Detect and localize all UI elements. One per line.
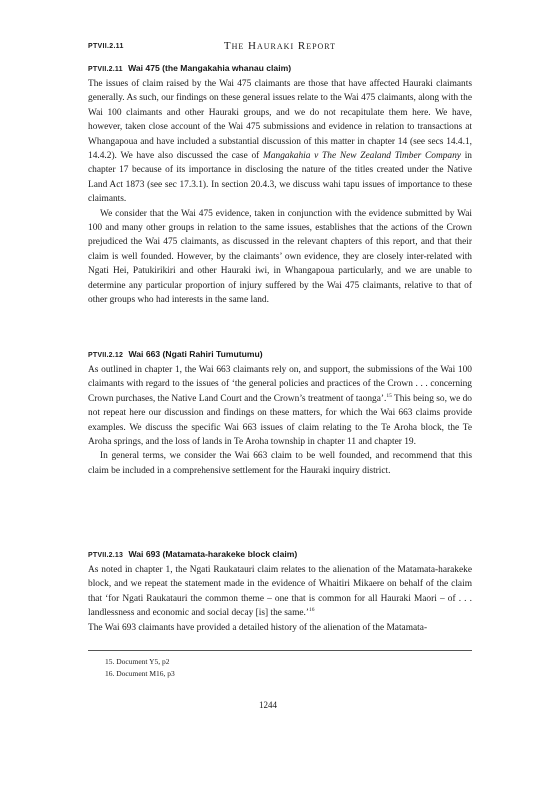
body-paragraph: We consider that the Wai 475 evidence, taken in conjunction with the evidence submitted by Wai 100 and many other groups in relation to the same issues, establishes that the actions of the Crown prejudiced the Wai 475 claimants, as discussed in the relevant chapters of this report, and that their claim is well founded. However, by the claimants’ own evidence, they are closely inter-related with Ngati Hei, Patukirikiri and other Hauraki iwi, in Whangapoua particularly, and we are unable to determine any particular proportion of injury suffered by the Wai 475 claimants, relative to that of other groups who had interests in the same land. [88, 208, 472, 306]
paragraph-text: This being so, we do not repeat here our discussion and findings on these matters, for which the Wai 663 claims provide examples. We discuss the specific Wai 663 issues of claim relating to the Te Aroha block, the Te Aroha springs, and the loss of lands in Te Aroha township in chapter 11 and chapter 19. [88, 393, 472, 448]
paragraph-text: The issues of claim raised by the Wai 475 claimants are those that have affected Hauraki claimants generally. As such, our findings on these general issues relate to the Wai 475 claimants, along with the Wai 100 claimants and other Hauraki groups, and we do not recapitulate them here. We have, however, taken close account of the Wai 475 submissions and evidence in relation to transactions at Whangapoua and have included a substantial discussion of this matter in chapter 14 (see secs 14.4.1, 14.4.2). We have also discussed the case of [88, 79, 472, 162]
footnote-text: Document Y5, p2 [116, 657, 170, 666]
footnote-text: Document M16, p3 [116, 669, 175, 678]
section-title: Wai 475 (the Mangakahia whanau claim) [128, 63, 292, 73]
section-title: Wai 693 (Matamata-harakeke block claim) [128, 549, 298, 559]
footnote-marker[interactable]: 16 [309, 607, 315, 614]
section-heading [88, 63, 472, 73]
running-head-title: The Hauraki Report [223, 40, 337, 52]
footnote-item [105, 656, 175, 668]
body-paragraph: The Wai 693 claimants have provided a detailed history of the alienation of the Matamata- [88, 622, 428, 633]
section-ref: PTVII.2.11 [88, 66, 123, 73]
footnote-marker[interactable]: 15 [386, 392, 392, 399]
running-head [88, 40, 472, 54]
section-heading [88, 549, 472, 559]
page-number: 1244 [259, 700, 277, 710]
body-paragraph [88, 363, 472, 449]
running-head-ref: PTVII.2.11 [88, 43, 124, 50]
paragraph-text: As noted in chapter 1, the Ngati Raukatauri claim relates to the alienation of the Matamata-harakeke block, and we repeat the statement made in the evidence of Whaitiri Mikaere on behalf of the claim that ‘for Ngati Raukatauri the common theme – one that is common for all Hauraki Maori – of . . . landlessness and economic and social decay [is] the same.’ [88, 565, 472, 619]
paragraph-text: As outlined in chapter 1, the Wai 663 claimants rely on, and support, the submissions of the Wai 100 claimants with regard to the issues of ‘the general policies and practices of the Crown . . . concerning Crown purchases, the Native Land Court and the Crown’s treatment of taonga’. [88, 365, 472, 404]
case-name-italic: Mangakahia v The New Zealand Timber Company [263, 151, 461, 162]
footnote-number: 16. [105, 669, 115, 678]
body-paragraph [88, 563, 472, 621]
footnote-divider [88, 650, 472, 651]
section-ref: PTVII.2.13 [88, 552, 124, 559]
paragraph-text: in chapter 17 because of its importance in disclosing the nature of the titles created under the Native Land Act 1873 (see sec 17.3.1). In section 20.4.3, we discuss wahi tapu issues of importance to these claimants. [88, 151, 472, 205]
footnotes [105, 656, 175, 680]
section-title: Wai 663 (Ngati Rahiri Tumutumu) [128, 349, 263, 359]
body-paragraph [88, 77, 472, 207]
footnote-item [105, 668, 175, 680]
section-ref: PTVII.2.12 [88, 352, 124, 359]
section-wai-693 [88, 549, 472, 635]
section-wai-475 [88, 63, 472, 308]
footnote-number: 15. [105, 657, 115, 666]
section-heading [88, 349, 472, 359]
body-paragraph: In general terms, we consider the Wai 663 claim to be well founded, and recommend that this claim be included in a comprehensive settlement for the Hauraki inquiry district. [88, 451, 472, 476]
section-wai-663 [88, 349, 472, 478]
